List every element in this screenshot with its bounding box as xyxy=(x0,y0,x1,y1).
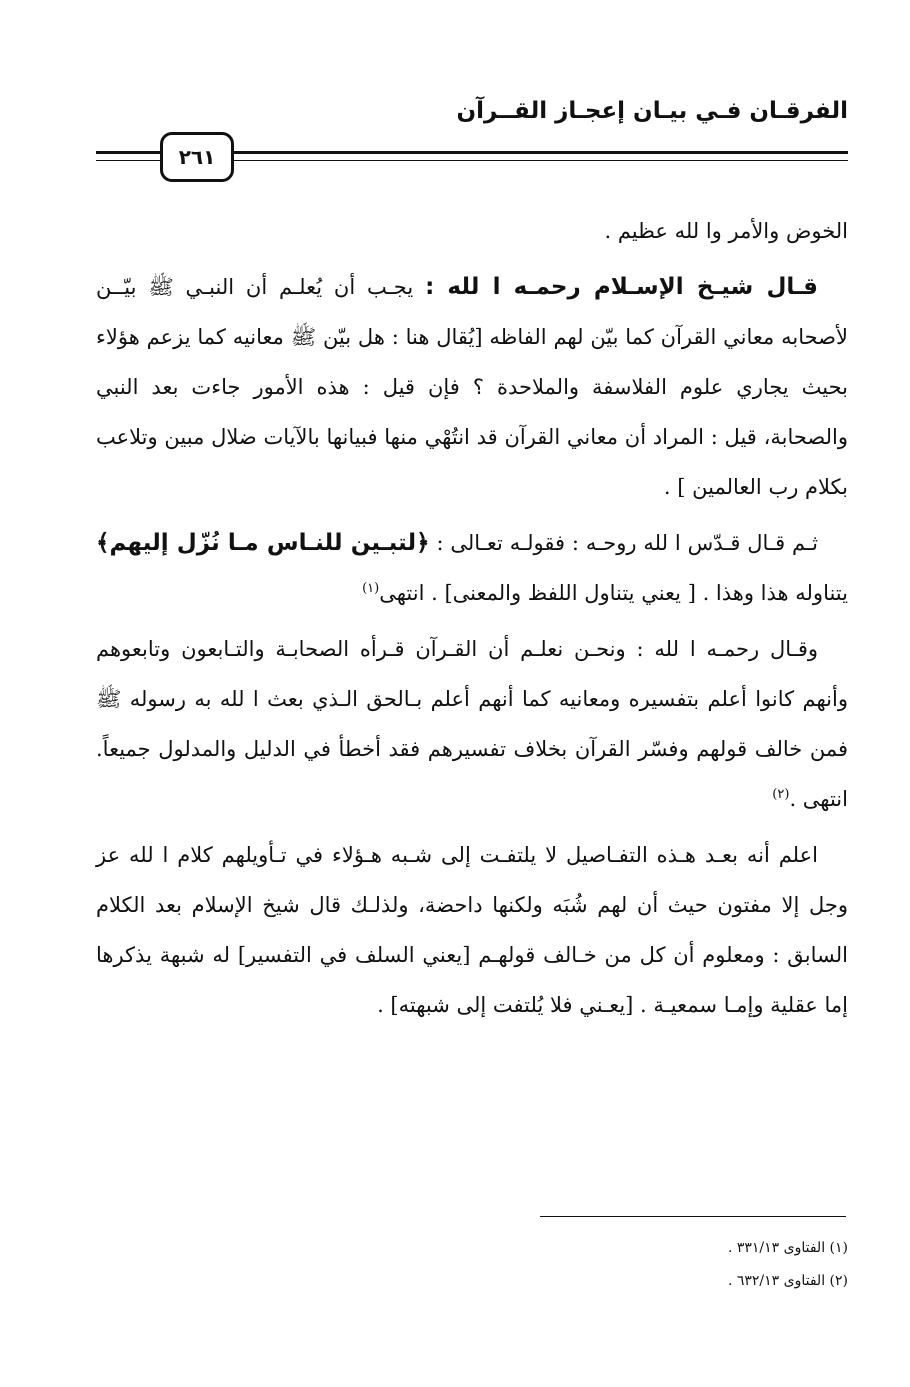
footnote-2: (٢) الفتاوى ٦٣٢/١٣ . xyxy=(727,1273,848,1289)
quote-attribution: قـال شيـخ الإسـلام رحمـه ا لله : xyxy=(425,274,818,300)
paragraph-3 xyxy=(96,518,848,618)
header-rule-thin-right xyxy=(228,160,848,161)
paragraph-1: الخوض والأمر وا لله عظيم . xyxy=(604,219,848,243)
header-rule-thick-right xyxy=(228,151,848,154)
header-rule-thin-left xyxy=(96,160,160,161)
paragraph-2-text: يجـب أن يُعلـم أن النبـي ﷺ بيّــن لأصحابه معاني القرآن كما بيّن لهم الفاظه [يُقال هنا : هل بيّن ﷺ معانيه كما يزعم هؤلاء بحيث يجاري علوم الفلاسفة والملاحدة ؟ فإن قيل : هذه الأمور جاءت بعد النبي والصحابة، قيل : المراد أن معاني القرآن قد انتُهْي منها فبيانها بالآيات ضلال مبين وتلاعب بكلام رب العالمين ] . xyxy=(96,275,848,499)
footnote-ref-2: (٢) xyxy=(772,787,790,802)
running-header-title: الفرقـان فـي بيـان إعجـاز القــرآن xyxy=(456,98,848,124)
paragraph-5: اعلم أنه بعـد هـذه التفـاصيل لا يلتفـت إلى شـبه هـؤلاء في تـأويلهم كلام ا لله عز وجل إلا مفتون حيث أن لهم شُبَه ولكنها داحضة، ولذلـك قال شيخ الإسلام بعد الكلام السابق : ومعلوم أن كل من خـالف قولهـم [يعني السلف في التفسير] له شبهة يذكرها إما عقلية وإمـا سمعيـة . [يعـني فلا يُلتفت إلى شبهته] . xyxy=(96,843,848,1017)
main-text xyxy=(96,206,848,1030)
page-number: ٢٦١ xyxy=(160,132,234,182)
paragraph-3-intro: ثـم قـال قـدّس ا لله روحـه : فقولـه تعـالى : xyxy=(436,531,818,555)
header-rule-thick-left xyxy=(96,151,160,154)
footnotes xyxy=(728,1232,848,1298)
footnote-1: (١) الفتاوى ٣٣١/١٣ . xyxy=(727,1240,848,1256)
quranic-verse: ﴿لتبـين للنـاس مـا نُزّل إليهم﴾ xyxy=(96,530,430,556)
paragraph-4 xyxy=(96,624,848,824)
paragraph-3-text: يتناوله هذا وهذا . [ يعني يتناول اللفظ والمعنى] . انتهى xyxy=(379,581,848,605)
footnote-separator xyxy=(540,1216,846,1217)
paragraph-2 xyxy=(96,262,848,512)
paragraph-4-text: وقـال رحمـه ا لله : ونحـن نعلـم أن القـرآن قـرأه الصحابـة والتـابعون وتابعوهم وأنهم كانوا أعلم بتفسيره ومعانيه كما أنهم أعلم بـالحق الـذي بعث ا لله به رسوله ﷺ فمن خالف قولهم وفسّر القرآن بخلاف تفسيرهم فقد أخطأ في الدليل والمدلول جميعاً. انتهى . xyxy=(96,637,848,811)
footnote-ref-1: (١) xyxy=(362,581,380,596)
